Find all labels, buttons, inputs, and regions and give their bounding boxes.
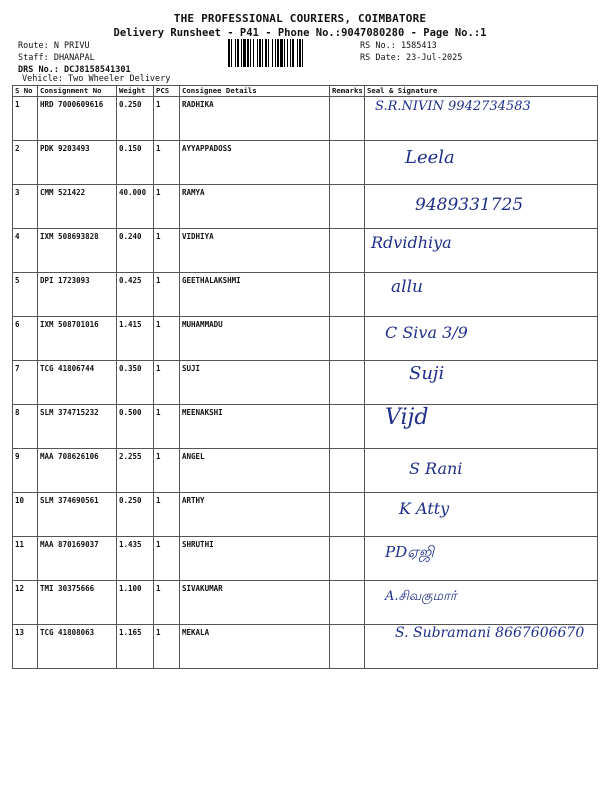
cell-consignee: ARTHY [180, 493, 330, 537]
cell-signature [365, 493, 598, 537]
cell-consignment-no: SLM 374715232 [38, 405, 117, 449]
cell-weight: 2.255 [117, 449, 154, 493]
cell-pcs: 1 [154, 493, 180, 537]
cell-weight: 1.415 [117, 317, 154, 361]
cell-sno: 3 [13, 185, 38, 229]
cell-weight: 1.100 [117, 581, 154, 625]
cell-signature [365, 229, 598, 273]
col-header-sno: S No [13, 86, 38, 97]
cell-signature [365, 97, 598, 141]
cell-weight: 0.350 [117, 361, 154, 405]
handwritten-signature: S. Subramani 8667606670 [395, 625, 585, 641]
cell-signature [365, 625, 598, 669]
cell-consignee: SHRUTHI [180, 537, 330, 581]
table-header-row [13, 86, 598, 97]
cell-consignment-no: PDK 9203493 [38, 141, 117, 185]
cell-signature [365, 273, 598, 317]
handwritten-signature: PDஏஜி [385, 543, 435, 561]
handwritten-signature: Leela [405, 147, 455, 168]
cell-remarks [330, 493, 365, 537]
cell-consignee: MUHAMMADU [180, 317, 330, 361]
handwritten-signature: C Siva 3/9 [385, 323, 468, 342]
cell-signature [365, 537, 598, 581]
cell-remarks [330, 405, 365, 449]
cell-consignee: SUJI [180, 361, 330, 405]
cell-sno: 2 [13, 141, 38, 185]
cell-remarks [330, 625, 365, 669]
runsheet-table [12, 85, 598, 669]
cell-pcs: 1 [154, 449, 180, 493]
cell-consignee: GEETHALAKSHMI [180, 273, 330, 317]
table-row [13, 581, 598, 625]
rs-date: RS Date: 23-Jul-2025 [360, 53, 463, 63]
rs-number: RS No.: 1585413 [360, 41, 437, 51]
col-header-consignment: Consignment No [38, 86, 117, 97]
cell-remarks [330, 229, 365, 273]
cell-consignment-no: TCG 41808063 [38, 625, 117, 669]
col-header-weight: Weight [117, 86, 154, 97]
cell-remarks [330, 361, 365, 405]
cell-consignment-no: MAA 708626106 [38, 449, 117, 493]
cell-remarks [330, 97, 365, 141]
cell-pcs: 1 [154, 581, 180, 625]
cell-weight: 0.240 [117, 229, 154, 273]
cell-weight: 1.165 [117, 625, 154, 669]
cell-consignment-no: TCG 41806744 [38, 361, 117, 405]
cell-pcs: 1 [154, 405, 180, 449]
cell-consignment-no: MAA 870169037 [38, 537, 117, 581]
cell-sno: 9 [13, 449, 38, 493]
col-header-seal: Seal & Signature [365, 86, 598, 97]
table-row [13, 625, 598, 669]
table-row [13, 405, 598, 449]
cell-signature [365, 449, 598, 493]
table-row [13, 97, 598, 141]
cell-weight: 0.500 [117, 405, 154, 449]
cell-remarks [330, 185, 365, 229]
drs-label: DRS No.: DCJ8158541301 [18, 65, 131, 75]
route-label: Route: N PRIVU [18, 41, 90, 51]
barcode-image [228, 39, 336, 67]
cell-sno: 11 [13, 537, 38, 581]
table-row [13, 185, 598, 229]
cell-sno: 12 [13, 581, 38, 625]
cell-signature [365, 185, 598, 229]
cell-pcs: 1 [154, 97, 180, 141]
cell-consignee: MEKALA [180, 625, 330, 669]
cell-remarks [330, 449, 365, 493]
handwritten-signature: S Rani [409, 459, 463, 478]
cell-remarks [330, 317, 365, 361]
cell-consignee: VIDHIYA [180, 229, 330, 273]
cell-signature [365, 405, 598, 449]
table-row [13, 317, 598, 361]
handwritten-signature: 9489331725 [415, 195, 524, 215]
table-row [13, 537, 598, 581]
cell-sno: 7 [13, 361, 38, 405]
cell-sno: 5 [13, 273, 38, 317]
cell-consignee: ANGEL [180, 449, 330, 493]
table-row [13, 493, 598, 537]
cell-weight: 40.000 [117, 185, 154, 229]
cell-pcs: 1 [154, 273, 180, 317]
cell-pcs: 1 [154, 185, 180, 229]
table-row [13, 273, 598, 317]
cell-pcs: 1 [154, 537, 180, 581]
cell-pcs: 1 [154, 229, 180, 273]
cell-consignment-no: CMM 521422 [38, 185, 117, 229]
cell-weight: 0.425 [117, 273, 154, 317]
cell-remarks [330, 581, 365, 625]
runsheet-subtitle: Delivery Runsheet - P41 - Phone No.:9047080280 - Page No.:1 [113, 27, 487, 39]
cell-pcs: 1 [154, 141, 180, 185]
col-header-pcs: PCS [154, 86, 180, 97]
cell-signature [365, 581, 598, 625]
cell-consignment-no: TMI 30375666 [38, 581, 117, 625]
table-row [13, 229, 598, 273]
cell-remarks [330, 273, 365, 317]
table-row [13, 361, 598, 405]
cell-sno: 6 [13, 317, 38, 361]
handwritten-signature: Rdvidhiya [371, 233, 452, 252]
cell-remarks [330, 537, 365, 581]
handwritten-signature: A.சிவகுமார் [385, 589, 457, 604]
col-header-consignee: Consignee Details [180, 86, 330, 97]
cell-consignee: SIVAKUMAR [180, 581, 330, 625]
cell-pcs: 1 [154, 361, 180, 405]
cell-consignee: RADHIKA [180, 97, 330, 141]
handwritten-signature: Suji [409, 363, 445, 384]
cell-consignment-no: SLM 374690561 [38, 493, 117, 537]
cell-remarks [330, 141, 365, 185]
cell-pcs: 1 [154, 317, 180, 361]
cell-consignment-no: IXM 508701016 [38, 317, 117, 361]
staff-label: Staff: DHANAPAL [18, 53, 95, 63]
col-header-remarks: Remarks [330, 86, 365, 97]
company-title: THE PROFESSIONAL COURIERS, COIMBATORE [173, 12, 427, 25]
cell-consignee: RAMYA [180, 185, 330, 229]
cell-signature [365, 317, 598, 361]
cell-consignment-no: DPI 1723093 [38, 273, 117, 317]
table-row [13, 141, 598, 185]
cell-consignee: MEENAKSHI [180, 405, 330, 449]
cell-sno: 13 [13, 625, 38, 669]
cell-signature [365, 141, 598, 185]
handwritten-signature: Vijd [385, 405, 429, 430]
cell-sno: 1 [13, 97, 38, 141]
handwritten-signature: allu [391, 277, 423, 297]
cell-pcs: 1 [154, 625, 180, 669]
handwritten-signature: K Atty [399, 499, 450, 518]
vehicle-label: Vehicle: Two Wheeler Delivery [22, 74, 171, 84]
cell-weight: 0.250 [117, 97, 154, 141]
cell-consignee: AYYAPPADOSS [180, 141, 330, 185]
cell-consignment-no: IXM 508693828 [38, 229, 117, 273]
cell-weight: 1.435 [117, 537, 154, 581]
cell-sno: 10 [13, 493, 38, 537]
cell-signature [365, 361, 598, 405]
cell-sno: 8 [13, 405, 38, 449]
handwritten-signature: S.R.NIVIN 9942734583 [375, 99, 531, 114]
cell-sno: 4 [13, 229, 38, 273]
cell-weight: 0.150 [117, 141, 154, 185]
cell-weight: 0.250 [117, 493, 154, 537]
table-row [13, 449, 598, 493]
cell-consignment-no: HRD 7000609616 [38, 97, 117, 141]
